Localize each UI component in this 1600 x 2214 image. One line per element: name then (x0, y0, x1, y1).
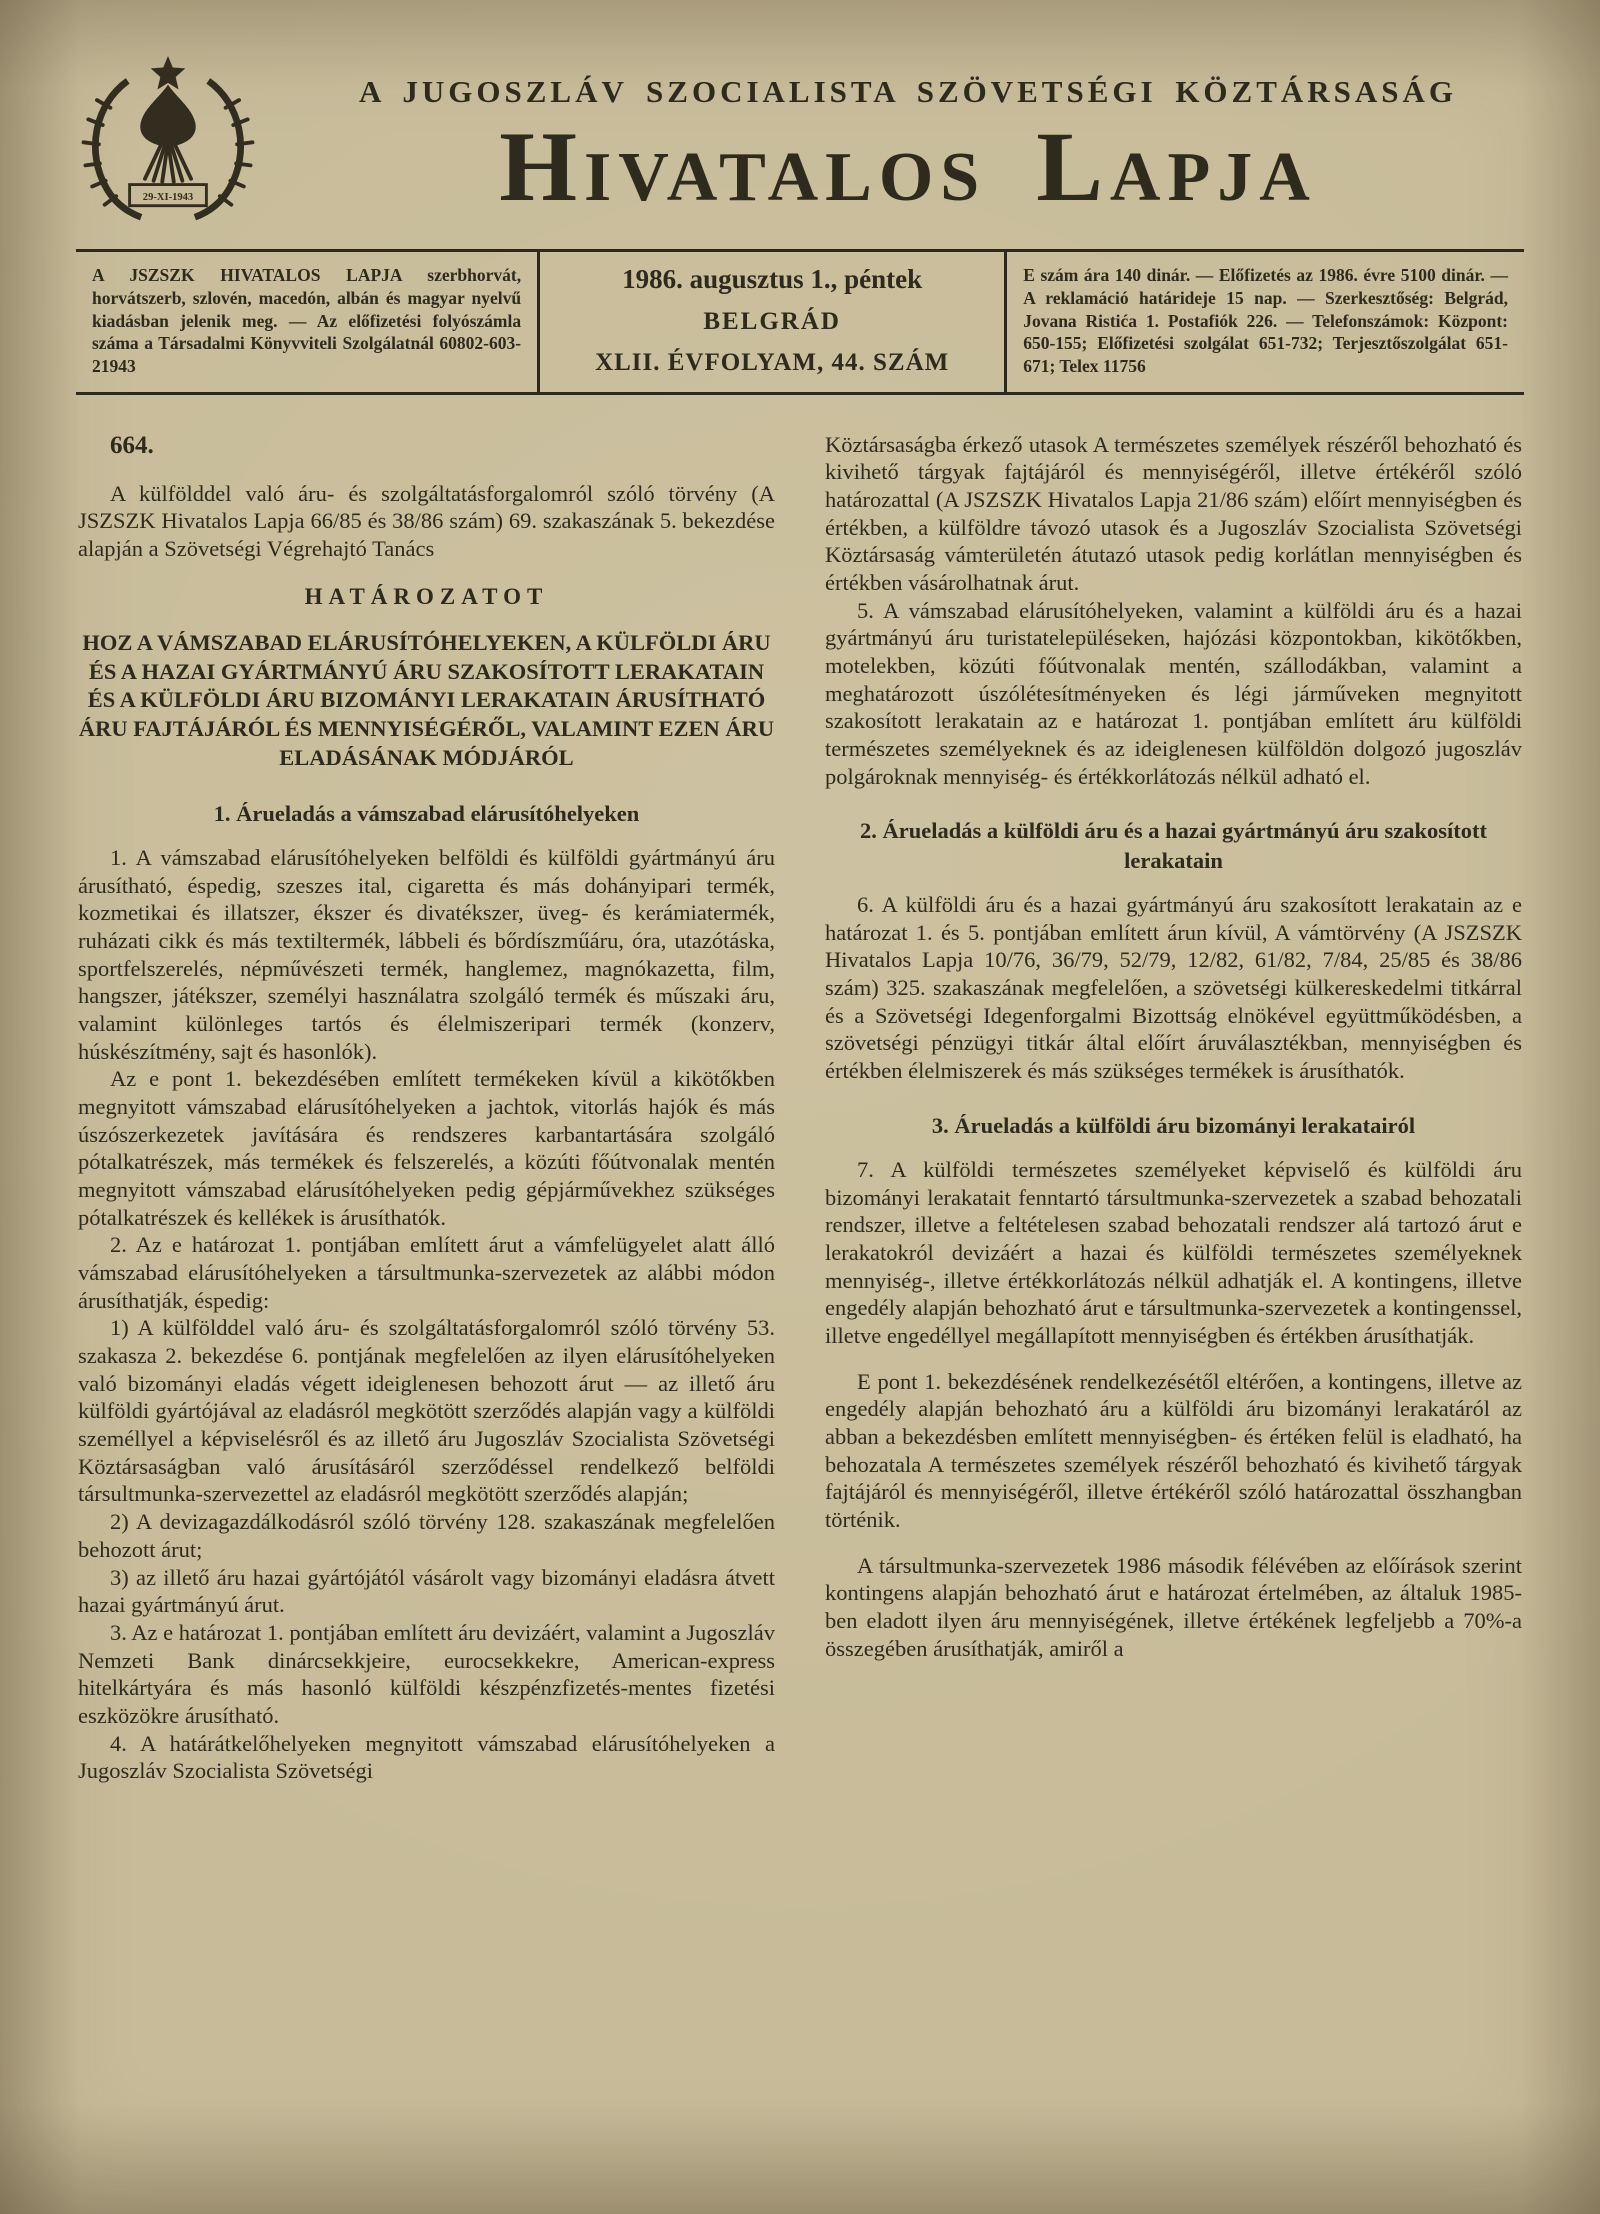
torches-icon (145, 146, 191, 182)
issue-volume: XLII. ÉVFOLYAM, 44. SZÁM (595, 349, 950, 377)
article-number: 664. (110, 431, 154, 459)
masthead (0, 0, 1600, 235)
paragraph: Az e pont 1. bekezdésében említett termékeken kívül a kikötőkben megnyitott vámszabad elárusítóhelyeken a jachtok, vitorlás hajók és más úszószerkezetek javítására és rendszeres karbantartására szolgáló pótalkatrészek, más termékek és felszerelés, a közúti főútvonalak mentén megnyitott vámszabad elárusítóhelyeken pedig gépjárművekhez szükséges pótalkatrészek és kellékek is árusíthatók. (78, 1066, 775, 1230)
star-icon (151, 56, 186, 90)
title-block (286, 52, 1530, 222)
paragraph: 4. A határátkelőhelyeken megnyitott vámszabad elárusítóhelyeken a Jugoszláv Szocialista Szövetségi (78, 1730, 775, 1784)
left-column (78, 431, 775, 1785)
paragraph: 3) az illető áru hazai gyártójától vásárolt vagy bizományi eladásra átvett hazai gyártmányú árut. (78, 1564, 775, 1618)
paragraph: 7. A külföldi természetes személyeket képviselő és külföldi áru bizományi lerakatait fenntartó társultmunka-szervezetek a szabad behozatali rendszer, illetve a feltételesen szabad behozatali rendszer alá tartozó árut e lerakatokról devizáért a hazai és külföldi természetes személyeknek mennyiség-, illetve értékkorlátozás nélkül adhatják el. A kontingens, illetve engedély alapján behozható árut e társultmunka-szervezetek a kontingenssel, illetve engedéllyel megállapított mennyiségben és értékben árusíthatják. (825, 1156, 1522, 1348)
issue-city: BELGRÁD (703, 308, 841, 336)
emblem-date: 29-XI-1943 (142, 191, 194, 203)
paragraph: 2. Az e határozat 1. pontjában említett árut a vámfelügyelet alatt álló vámszabad elárusítóhelyeken a társultmunka-szervezetek az alábbi módon árusíthatják, éspedig: (78, 1232, 775, 1313)
gazette-title: Hivatalos Lapja (499, 111, 1317, 222)
paragraph: 1) A külfölddel való áru- és szolgáltatásforgalomról szóló törvény 53. szakasza 2. bekezdése 6. pontjának megfelelően az ilyen elárusítóhelyeken való bizományi eladás végett ideiglenesen behozott árut — az illető áru külföldi gyártójával az eladásról megkötött szerződés alapján vagy a külföldi személlyel a képviselésről és az illető áru Jugoszláv Szocialista Szövetségi Köztársaságban való árusításáról szerződéssel rendelkező belföldi társultmunka-szervezettel az eladásról megkötött szerződés alapján; (78, 1315, 775, 1507)
paragraph: 5. A vámszabad elárusítóhelyeken, valamint a külföldi áru és a hazai gyártmányú áru turistatelepüléseken, hajózási központokban, kikötőkben, motelekben, közúti főútvonalak mentén, szállodákban, valamint a meghatározott úszólétesítményeken és légi járműveken megnyitott szakosított lerakatain az e határozat 1. pontjában említett áru külföldi természetes személyeknek és az ideiglenesen külföldön dolgozó jugoszláv polgároknak mennyiség- és értékkorlátozás nélkül adható el. (825, 597, 1522, 789)
republic-title: A JUGOSZLÁV SZOCIALISTA SZÖVETSÉGI KÖZTÁRSASÁG (358, 74, 1458, 109)
publication-info-bar (76, 249, 1524, 395)
flame-icon (140, 85, 195, 147)
paragraph: E pont 1. bekezdésének rendelkezésétől eltérően, a kontingens, illetve az engedély alapján behozható áru a külföldi áru bizományi lerakatáról az abban a bekezdésben említett mennyiségben- és értéken felül is eladható, ha behozatala A természetes személyek részéről behozható és kivihető tárgyak fajtájáról és mennyiségéről, illetve értékéről szóló határozattal összhangban történik. (825, 1368, 1522, 1532)
yugoslav-coat-of-arms-icon (72, 52, 264, 225)
article-body (78, 431, 1522, 1785)
section-heading: 2. Árueladás a külföldi áru és a hazai gyártmányú áru szakosított lerakatain (860, 818, 1487, 873)
paragraph: A társultmunka-szervezetek 1986 második félévében az előírások szerint kontingens alapján behozható árut e határozat értelmében, az általuk 1985-ben eladott ilyen áru mennyiségének, illetve értékének legfeljebb a 70%-a összegében árusíthatják, amiről a (825, 1552, 1522, 1661)
paragraph: 1. A vámszabad elárusítóhelyeken belföldi és külföldi gyártmányú áru árusítható, éspedig, szeszes ital, cigaretta és más dohányipari termék, kozmetikai és illatszer, ékszer és divatékszer, üveg- és kerámiatermék, ruházati cikk és más textiltermék, lábbeli és bőrdíszműáru, óra, utazótáska, sportfelszerelés, népművészeti termék, hanglemez, magnókazetta, film, hangszer, játékszer, személyi használatra szolgáló termék és műszaki áru, valamint különleges tartós és élelmiszeripari termék (konzerv, húskészítmény, sajt és hasonlók). (78, 845, 775, 1064)
paragraph: A külfölddel való áru- és szolgáltatásforgalomról szóló törvény (A JSZSZK Hivatalos Lapja 66/85 és 38/86 szám) 69. szakaszának 5. bekezdése alapján a Szövetségi Végrehajtó Tanács (78, 480, 775, 561)
right-column (825, 431, 1522, 1785)
issue-info (540, 252, 1004, 392)
paragraph: Köztársaságba érkező utasok A természetes személyek részéről behozható és kivihető tárgyak fajtájáról és mennyiségéről, illetve értékéről szóló határozattal (A JSZSZK Hivatalos Lapja 21/86 szám) előírt mennyiségben és értékben, a külföldre távozó utasok és a Jugoszláv Szocialista Szövetségi Köztársaság vámterületén átutazó utasok pedig korlátlan mennyiségben és értékben vásárolhatnak árut. (825, 431, 1522, 596)
issue-date: 1986. augusztus 1., péntek (622, 264, 923, 295)
subscription-note: E szám ára 140 dinár. — Előfizetés az 1986. évre 5100 dinár. — A reklamáció határideje 15 nap. — Szerkesztőség: Belgrád, Jovana Ristića 1. Postafiók 226. — Telefonszámok: Központ: 650-155; Előfizetési szolgálat 651-732; Terjesztőszolgálat 651-671; Telex 11756 (1004, 252, 1524, 392)
section-heading: 3. Árueladás a külföldi áru bizományi lerakatairól (931, 1112, 1416, 1138)
paragraph: 2) A devizagazdálkodásról szóló törvény 128. szakaszának megfelelően behozott árut; (78, 1509, 775, 1562)
paragraph: 3. Az e határozat 1. pontjában említett áru devizáért, valamint a Jugoszláv Nemzeti Bank dinárcsekkjeire, eurocsekkekre, American-express hitelkártyára és más hasonló külföldi készpénzfizetés-mentes fizetési eszközökre árusítható. (78, 1619, 775, 1728)
center-word: HATÁROZATOT (304, 583, 549, 609)
publication-note: A JSZSZK HIVATALOS LAPJA szerbhorvát, horvátszerb, szlovén, macedón, albán és magyar nyelvű kiadásban jelenik meg. — Az előfizetési folyószámla száma a Társadalmi Könyvviteli Szolgálatnál 60802-603-21943 (76, 252, 540, 392)
section-heading: 1. Árueladás a vámszabad elárusítóhelyeken (213, 800, 640, 826)
paragraph: 6. A külföldi áru és a hazai gyártmányú áru szakosított lerakatain az e határozat 1. és 5. pontjában említett árun kívül, A vámtörvény (A JSZSZK Hivatalos Lapja 10/76, 36/79, 52/79, 12/82, 61/82, 7/84, 25/85 és 38/86 szám) 325. szakaszának megfelelően, a szövetségi külkereskedelmi titkárral és a Szövetségi Idegenforgalmi Bizottság elnökével együttműködésben, a szövetségi pénzügyi titkár által előírt áruválasztékban, mennyiségben és értékben élelmiszerek és más szükséges termékek is árusíthatók. (825, 891, 1522, 1084)
decree-title: HOZ A VÁMSZABAD ELÁRUSÍTÓHELYEKEN, A KÜLFÖLDI ÁRU ÉS A HAZAI GYÁRTMÁNYÚ ÁRU SZAKOSÍTOTT LERAKATAIN ÉS A KÜLFÖLDI ÁRU BIZOMÁNYI LERAKATAIN ÁRUSÍTHATÓ ÁRU FAJTÁJÁRÓL ÉS MENNYISÉGÉRŐL, VALAMINT EZEN ÁRU ELADÁSÁNAK MÓDJÁRÓL (78, 629, 775, 770)
